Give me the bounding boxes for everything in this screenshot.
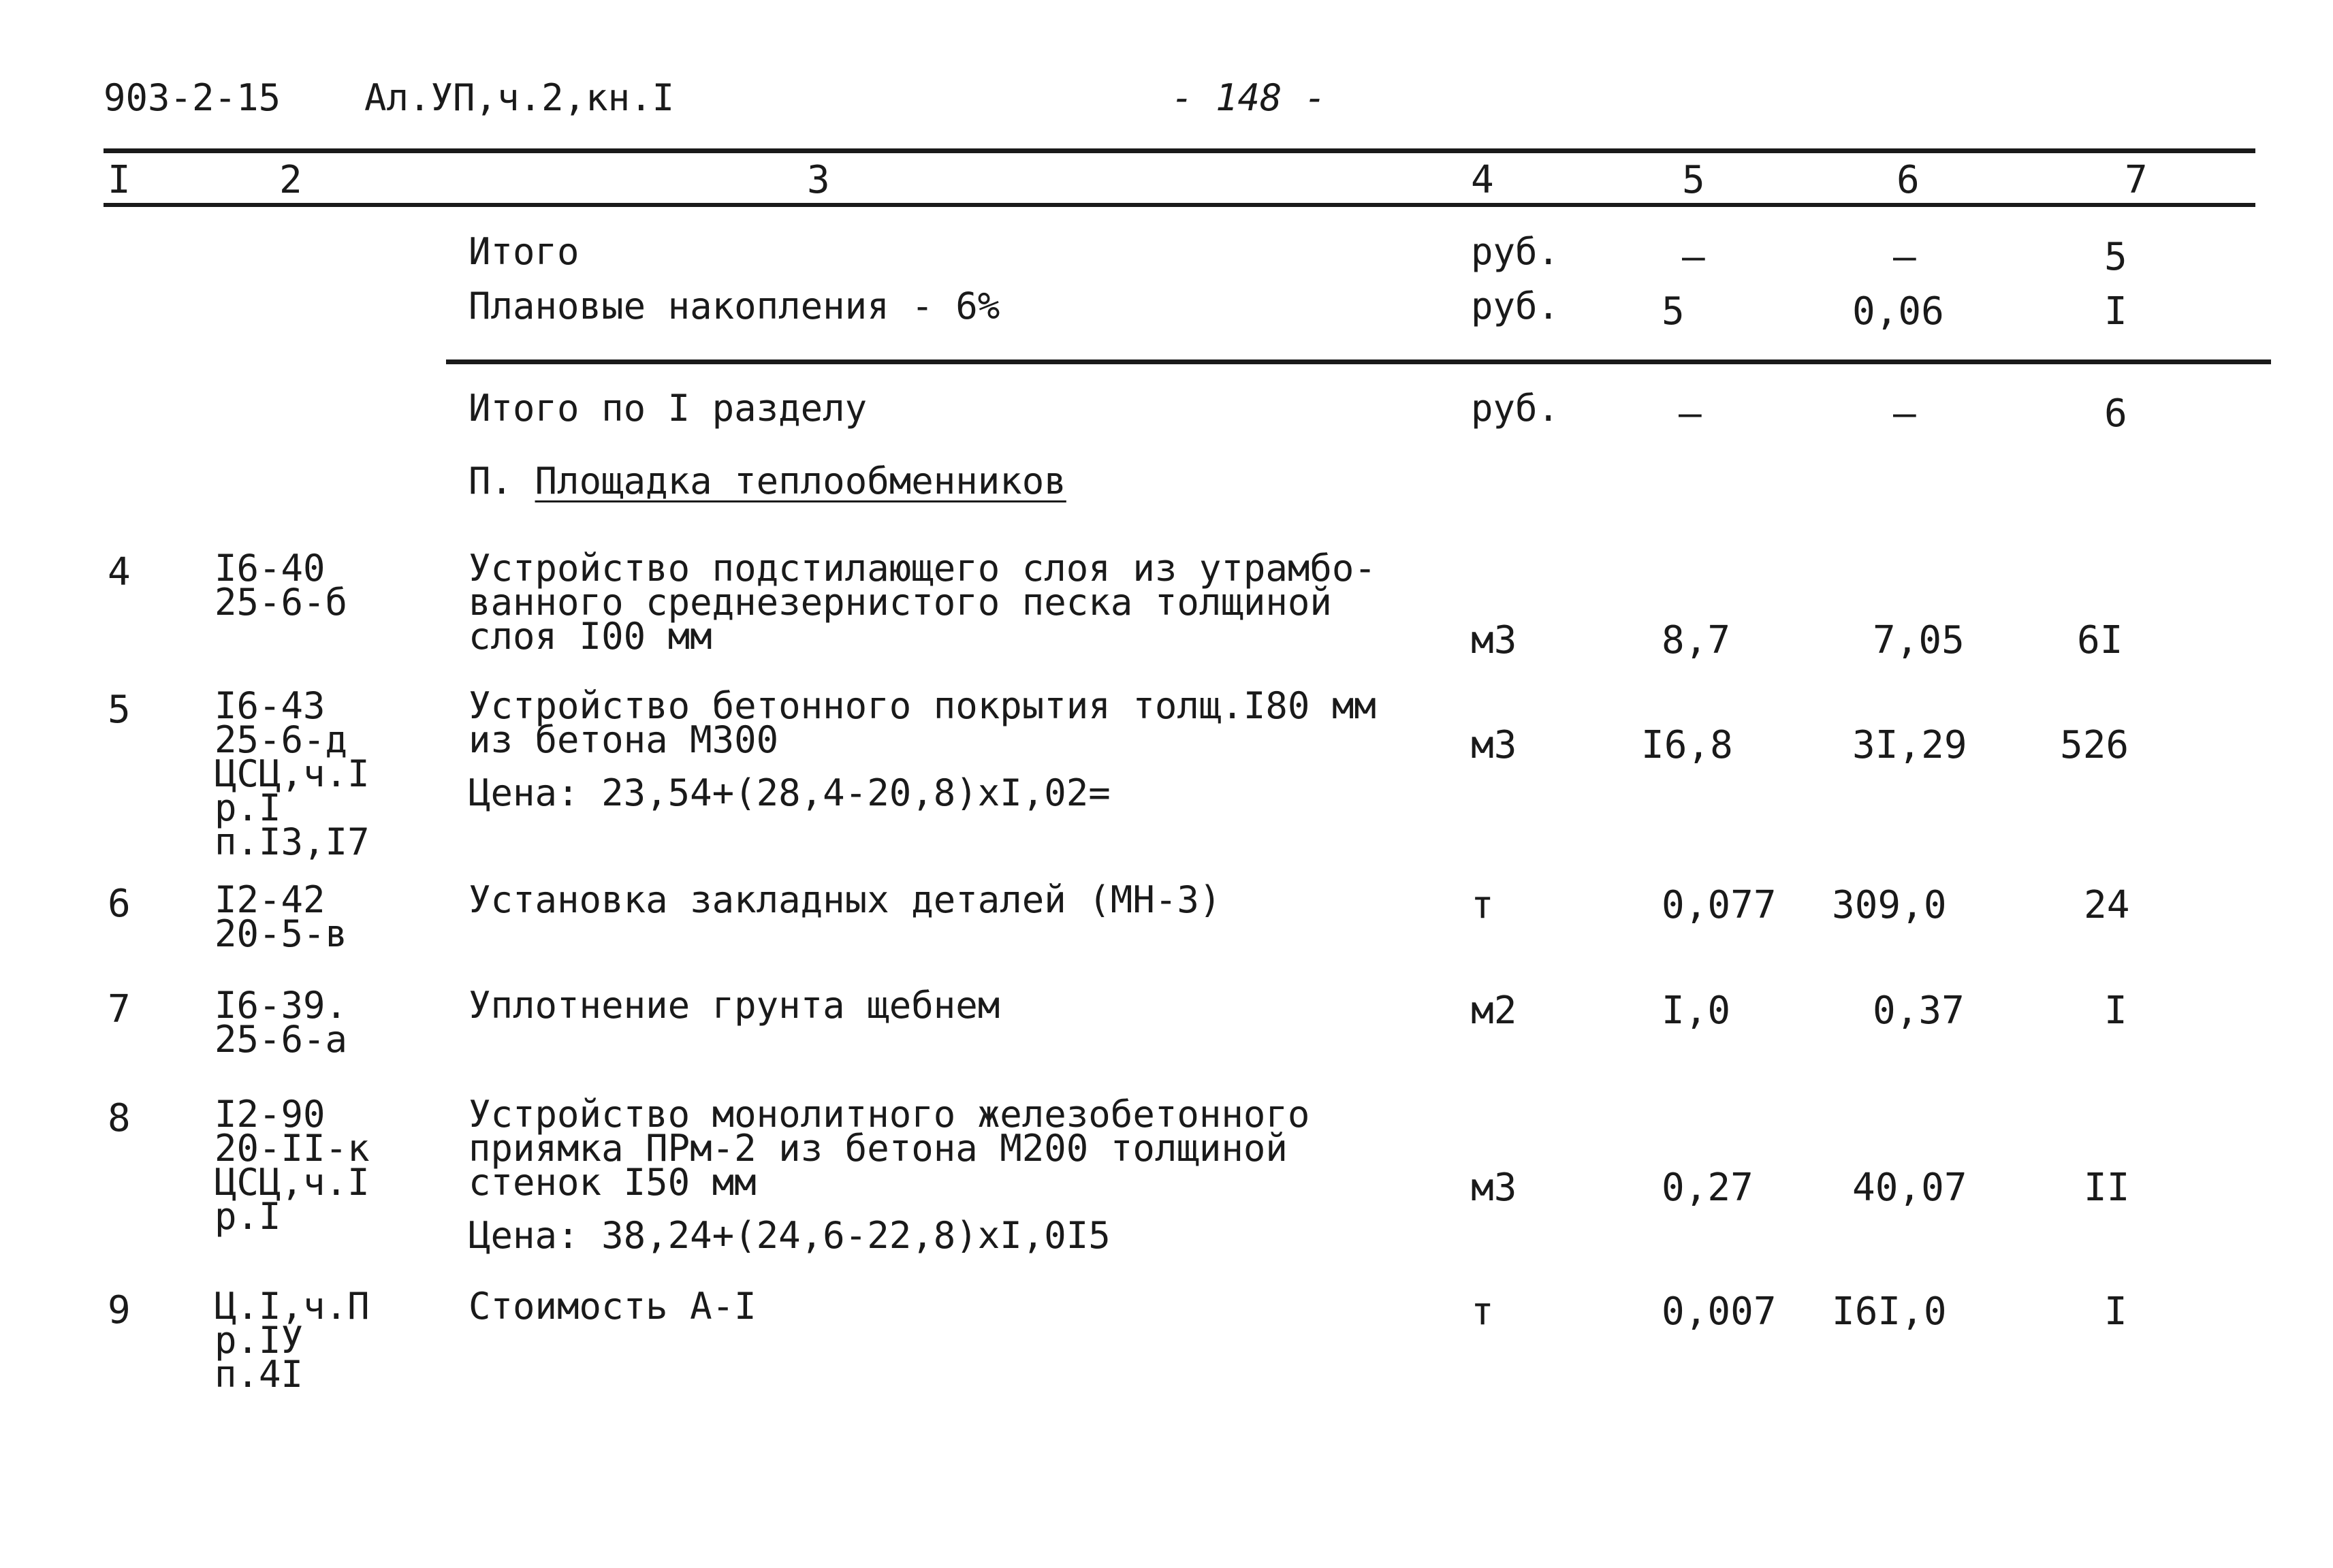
planned-savings-name: Плановые накопления - 6% — [469, 285, 1000, 327]
code-line: ЦСЦ,ч.I — [215, 1161, 370, 1204]
row-price: 0,37 — [1873, 989, 1965, 1033]
code-line: р.I — [215, 786, 281, 829]
desc-line: Стоимость А-I — [469, 1285, 757, 1328]
row-number: 9 — [108, 1288, 131, 1332]
row-codes — [215, 547, 348, 624]
row-unit: м2 — [1471, 989, 1517, 1033]
row-qty: 0,27 — [1662, 1166, 1753, 1210]
code-line: р.I — [215, 1195, 281, 1238]
summary-qty: – — [1682, 235, 1705, 279]
row-description — [469, 984, 1000, 1027]
row-number: 6 — [108, 882, 131, 926]
row-description — [469, 547, 1376, 658]
planned-savings-price: 0,06 — [1852, 289, 1944, 334]
row-qty: I,0 — [1662, 989, 1731, 1033]
row-total: I — [2104, 1290, 2127, 1334]
code-line: I6-39. — [215, 984, 348, 1027]
row-description — [469, 1093, 1310, 1204]
desc-line: приямка ПРм-2 из бетона М200 толщиной — [469, 1127, 1288, 1170]
row-unit: м3 — [1471, 1166, 1517, 1210]
desc-line: Устройство бетонного покрытия толщ.I80 мм — [469, 684, 1376, 727]
table-top-rule — [104, 148, 2255, 153]
row-unit: т — [1471, 1290, 1494, 1334]
code-line: I6-43 — [215, 684, 326, 727]
desc-line: Устройство подстилающего слоя из утрамбо- — [469, 547, 1376, 590]
section-total-name: Итого по I разделу — [469, 387, 868, 430]
desc-line: стенок I50 мм — [469, 1161, 757, 1204]
row-qty: 8,7 — [1662, 618, 1731, 662]
row-qty: 0,077 — [1662, 883, 1777, 927]
summary-name: Итого — [469, 230, 580, 273]
column-number-3: 3 — [807, 158, 830, 202]
code-line: Ц.I,ч.П — [215, 1285, 370, 1328]
price-note: Цена: 38,24+(24,6-22,8)xI,0I5 — [469, 1214, 1111, 1257]
row-unit: м3 — [1471, 723, 1517, 767]
column-number-5: 5 — [1682, 158, 1705, 202]
desc-line: слоя I00 мм — [469, 615, 712, 658]
section-prefix: П. — [469, 460, 513, 502]
column-number-7: 7 — [2125, 158, 2148, 202]
summary-total: 5 — [2104, 235, 2127, 279]
code-line: 20-5-в — [215, 912, 348, 955]
row-codes — [215, 984, 348, 1061]
row-description — [469, 1285, 757, 1328]
planned-savings-total: I — [2104, 289, 2127, 334]
section-total-qty: – — [1679, 391, 1702, 436]
code-line: I2-90 — [215, 1093, 326, 1136]
row-codes — [215, 1093, 370, 1238]
row-total: 24 — [2084, 883, 2130, 927]
summary-price: – — [1893, 235, 1916, 279]
code-line: 20-II-к — [215, 1127, 370, 1170]
section-total-rule — [446, 359, 2271, 364]
row-codes — [215, 684, 370, 863]
row-total: I — [2104, 989, 2127, 1033]
price-note: Цена: 23,54+(28,4-20,8)xI,02= — [469, 771, 1111, 814]
summary-unit: руб. — [1471, 230, 1560, 273]
column-header-rule — [104, 203, 2255, 207]
row-number: 8 — [108, 1096, 131, 1140]
row-price: 309,0 — [1832, 883, 1947, 927]
planned-savings-qty: 5 — [1662, 289, 1685, 334]
row-price: I6I,0 — [1832, 1290, 1947, 1334]
row-number: 5 — [108, 688, 131, 732]
column-number-1: I — [108, 158, 131, 202]
code-line: п.4I — [215, 1353, 304, 1396]
desc-line: Установка закладных деталей (МН-3) — [469, 878, 1222, 921]
row-number: 4 — [108, 550, 131, 594]
album-reference: Ал.УП,ч.2,кн.I — [364, 76, 675, 119]
row-number: 7 — [108, 987, 131, 1031]
section-total-unit: руб. — [1471, 387, 1560, 430]
row-price: 7,05 — [1873, 618, 1965, 662]
planned-savings-unit: руб. — [1471, 285, 1560, 327]
section-title: Площадка теплообменников — [535, 460, 1066, 502]
column-number-2: 2 — [279, 158, 302, 202]
section-total-price: – — [1893, 391, 1916, 436]
code-line: р.IУ — [215, 1319, 304, 1362]
doc-code: 903-2-15 — [104, 76, 281, 119]
section-total-total: 6 — [2104, 391, 2127, 436]
code-line: ЦСЦ,ч.I — [215, 752, 370, 795]
code-line: I6-40 — [215, 547, 326, 590]
code-line: 25-6-б — [215, 581, 348, 624]
column-number-6: 6 — [1896, 158, 1920, 202]
code-line: п.I3,I7 — [215, 820, 370, 863]
row-total: II — [2084, 1166, 2130, 1210]
desc-line: Устройство монолитного железобетонного — [469, 1093, 1310, 1136]
row-unit: м3 — [1471, 618, 1517, 662]
row-description — [469, 878, 1222, 921]
row-unit: т — [1471, 883, 1494, 927]
page-number: - 148 - — [1171, 76, 1327, 119]
desc-line: ванного среднезернистого песка толщиной — [469, 581, 1332, 624]
row-codes — [215, 878, 348, 955]
row-total: 526 — [2060, 723, 2129, 767]
code-line: 25-6-а — [215, 1018, 348, 1061]
row-total: 6I — [2077, 618, 2123, 662]
section-heading — [469, 460, 1066, 502]
desc-line: из бетона М300 — [469, 718, 779, 761]
row-qty: 0,007 — [1662, 1290, 1777, 1334]
row-codes — [215, 1285, 370, 1396]
row-price: 3I,29 — [1852, 723, 1967, 767]
column-number-4: 4 — [1471, 158, 1494, 202]
row-description — [469, 684, 1376, 761]
code-line: I2-42 — [215, 878, 326, 921]
row-qty: I6,8 — [1641, 723, 1733, 767]
code-line: 25-6-д — [215, 718, 348, 761]
row-price: 40,07 — [1852, 1166, 1967, 1210]
desc-line: Уплотнение грунта щебнем — [469, 984, 1000, 1027]
